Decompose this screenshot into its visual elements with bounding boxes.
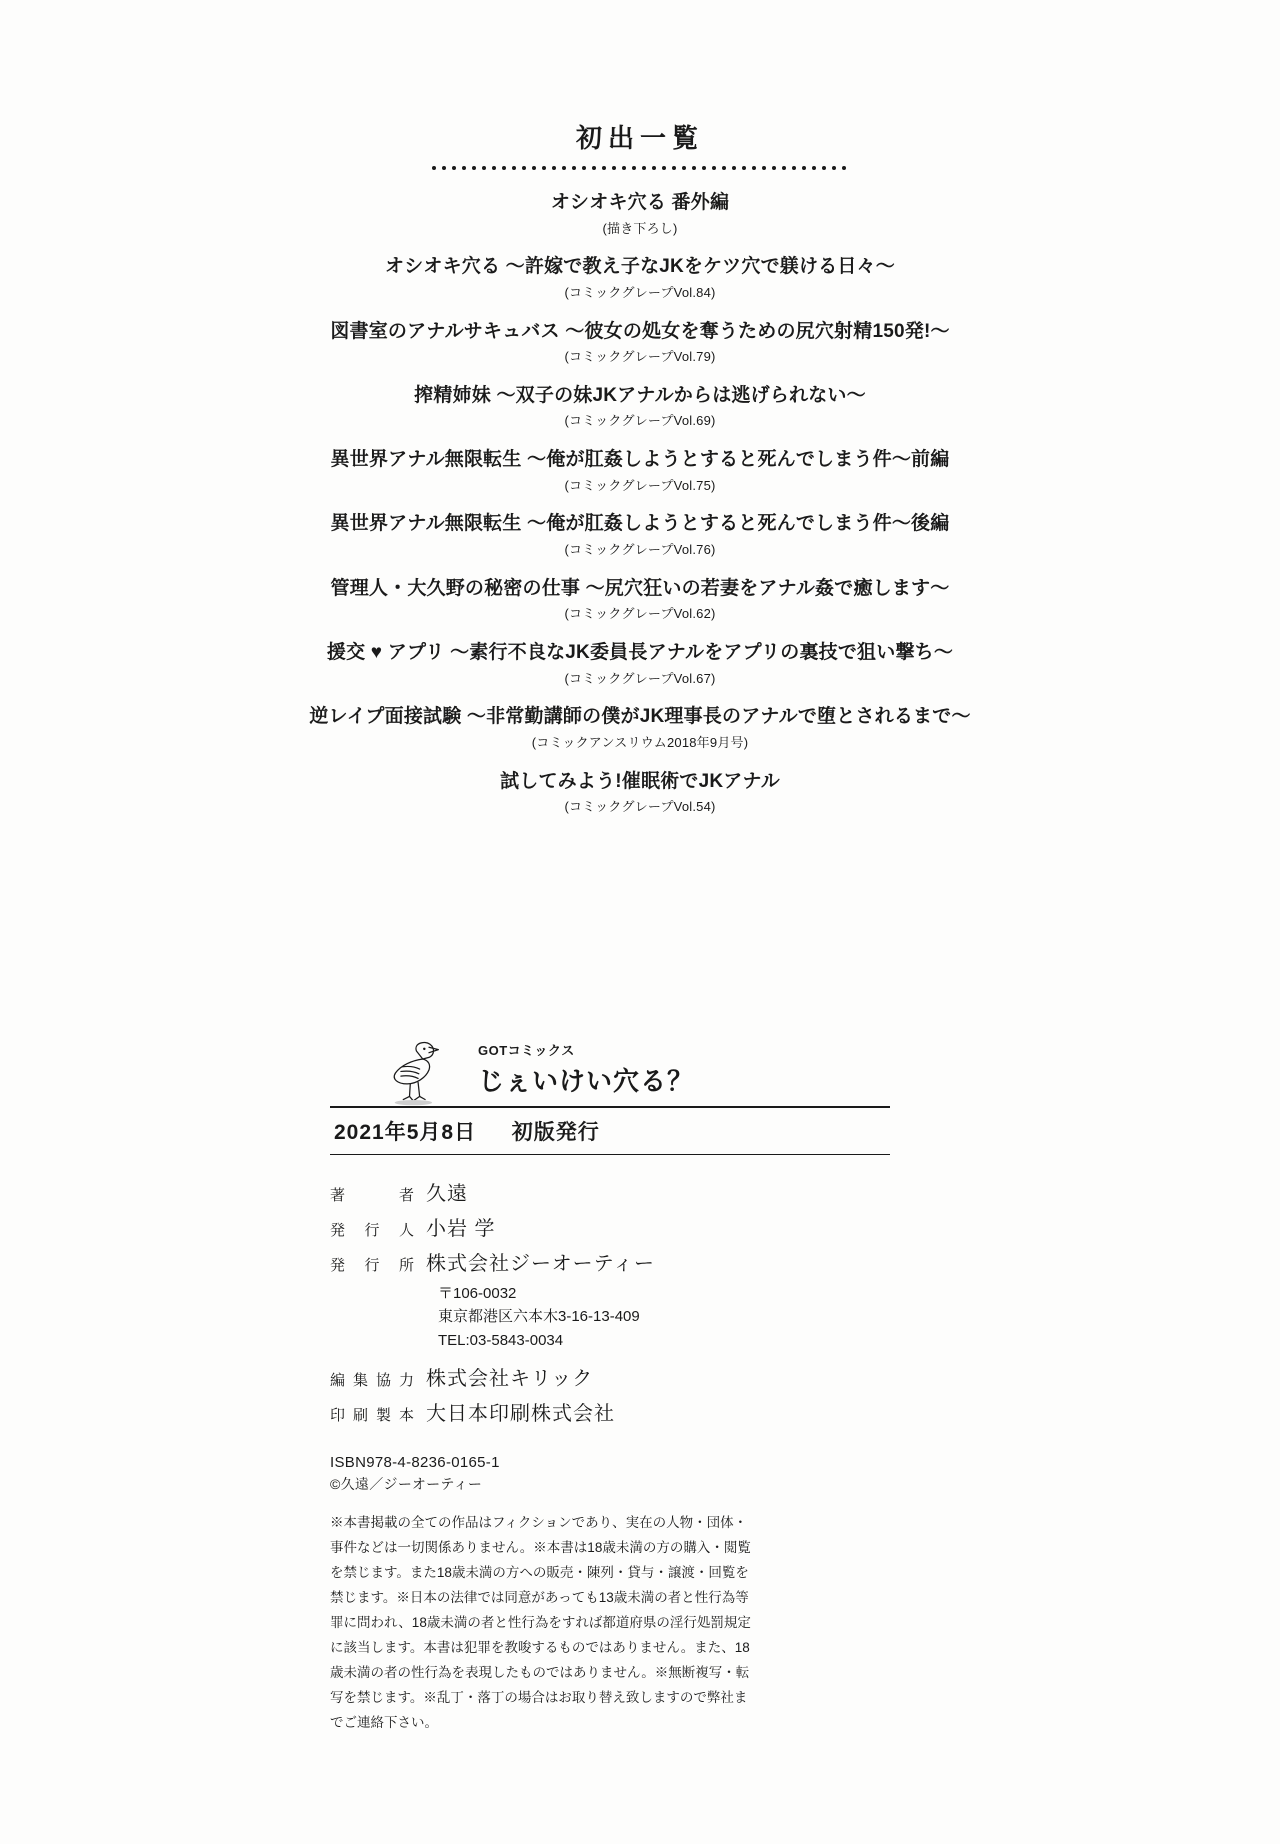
isbn-number: ISBN978-4-8236-0165-1 [330,1453,500,1471]
publisher-address [438,1282,890,1352]
book-title: じぇいけい穴る？ [478,1066,695,1096]
list-item [0,253,1280,303]
label-char: 刷 [352,1406,368,1424]
staff-label [330,1404,426,1425]
isbn-block [330,1452,890,1496]
label-char: 集 [352,1371,368,1389]
entry-title: 試してみよう!催眠術でJKアナル [500,770,780,792]
entry-title: 搾精姉妹 ～双子の妹JKアナルからは逃げられない～ [414,384,866,406]
staff-list [330,1177,890,1426]
list-item [0,639,1280,689]
label-char: 人 [398,1222,414,1239]
entry-title: 逆レイプ面接試験 ～非常勤講師の僕がJK理事長のアナルで堕とされるまで～ [309,706,971,728]
divider-thin [330,1154,890,1155]
entry-title: 管理人・大久野の秘密の仕事 ～尻穴狂いの若妻をアナル姦で癒します～ [330,577,950,599]
list-item [0,189,1280,239]
label-char: 発 [330,1257,346,1274]
label-char: 編 [330,1371,346,1389]
entry-title: 図書室のアナルサキュバス ～彼女の処女を奪うための尻穴射精150発!～ [330,320,950,342]
list-item [0,510,1280,560]
staff-label [330,1369,426,1390]
section-heading: 初出一覧 [575,123,704,153]
imprint-label: GOTコミックス [478,1043,575,1058]
entry-source: (コミックグレープVol.76) [564,541,716,557]
label-char: 行 [364,1257,380,1274]
imprint-row [390,1040,890,1102]
list-item [0,768,1280,818]
first-appearance-section [0,118,1280,832]
entry-source: (コミックグレープVol.67) [564,670,716,686]
entry-title: 援交 ♥ アプリ ～素行不良なJK委員長アナルをアプリの裏技で狙い撃ち～ [326,642,954,664]
label-char: 協 [375,1371,391,1389]
bird-logo-icon [390,1040,468,1106]
list-item [0,318,1280,368]
staff-row [330,1212,890,1241]
list-item [0,382,1280,432]
entry-title: 異世界アナル無限転生 ～俺が肛姦しようとすると死んでしまう件～後編 [330,513,950,535]
dotted-divider [430,163,850,173]
staff-value: 久遠 [426,1183,468,1205]
staff-value: 大日本印刷株式会社 [426,1402,615,1425]
staff-row [330,1397,890,1426]
staff-label [330,1184,426,1205]
label-char: 力 [398,1371,414,1389]
staff-row [330,1247,890,1276]
staff-value: 株式会社キリック [426,1367,594,1390]
entry-source: (コミックグレープVol.75) [564,477,716,493]
label-char: 著 [330,1187,346,1204]
colophon-section [330,1040,890,1736]
entry-source: (コミックグレープVol.79) [564,349,716,365]
list-item [0,446,1280,496]
address-line: TEL:03-5843-0034 [438,1331,564,1349]
imprint-text [478,1040,694,1102]
staff-value: 株式会社ジーオーティー [426,1253,655,1275]
label-char: 発 [330,1222,346,1239]
label-char: 本 [398,1406,414,1424]
address-line: 〒106-0032 [438,1285,517,1302]
staff-label [330,1219,426,1240]
staff-row [330,1177,890,1206]
pubdate-date: 2021年5月8日 [334,1121,477,1144]
entry-title: オシオキ穴る 番外編 [550,192,730,213]
entry-source: (コミックグレープVol.62) [564,606,716,622]
copyright-line: ©久遠／ジーオーティー [330,1476,483,1493]
entry-source: (コミックグレープVol.54) [564,799,716,815]
staff-row [330,1362,890,1391]
list-item [0,703,1280,753]
entry-source: (コミックアンスリウム2018年9月号) [531,734,749,750]
list-item [0,575,1280,625]
label-char: 所 [398,1257,414,1274]
entry-source: (コミックグレープVol.84) [564,284,716,300]
label-char: 行 [364,1222,380,1239]
entry-title: オシオキ穴る ～許嫁で教え子なJKをケツ穴で躾ける日々～ [385,256,895,278]
legal-disclaimer [330,1511,760,1736]
staff-value: 小岩 学 [426,1218,496,1240]
address-line: 東京都港区六本木3-16-13-409 [438,1308,640,1326]
label-char: 印 [330,1406,346,1424]
entry-title: 異世界アナル無限転生 ～俺が肛姦しようとすると死んでしまう件～前編 [330,449,950,471]
pubdate-edition: 初版発行 [511,1121,600,1144]
entry-source: (描き下ろし) [602,220,678,236]
publication-date [330,1108,890,1154]
entry-source: (コミックグレープVol.69) [564,413,716,429]
label-char: 製 [375,1406,391,1424]
staff-label [330,1254,426,1275]
label-char: 者 [398,1187,414,1204]
disclaimer-text: ※本書掲載の全ての作品はフィクションであり、実在の人物・団体・事件などは一切関係ありません。※本書は18歳未満の方の購入・閲覧を禁じます。また18歳未満の方への販売・陳列・貸与・譲渡・回覧を禁じます。※日本の法律では同意があっても13歳未満の者と性行為等罪に問われ、18歳未満の者と性行為をすれば都道府県の淫行処罰規定に該当します。本書は犯罪を教唆するものではありません。また、18歳未満の者の性行為を表現したものではありません。※無断複写・転写を禁じます。※乱丁・落丁の場合はお取り替え致しますので弊社までご連絡下さい。 [330,1515,751,1730]
